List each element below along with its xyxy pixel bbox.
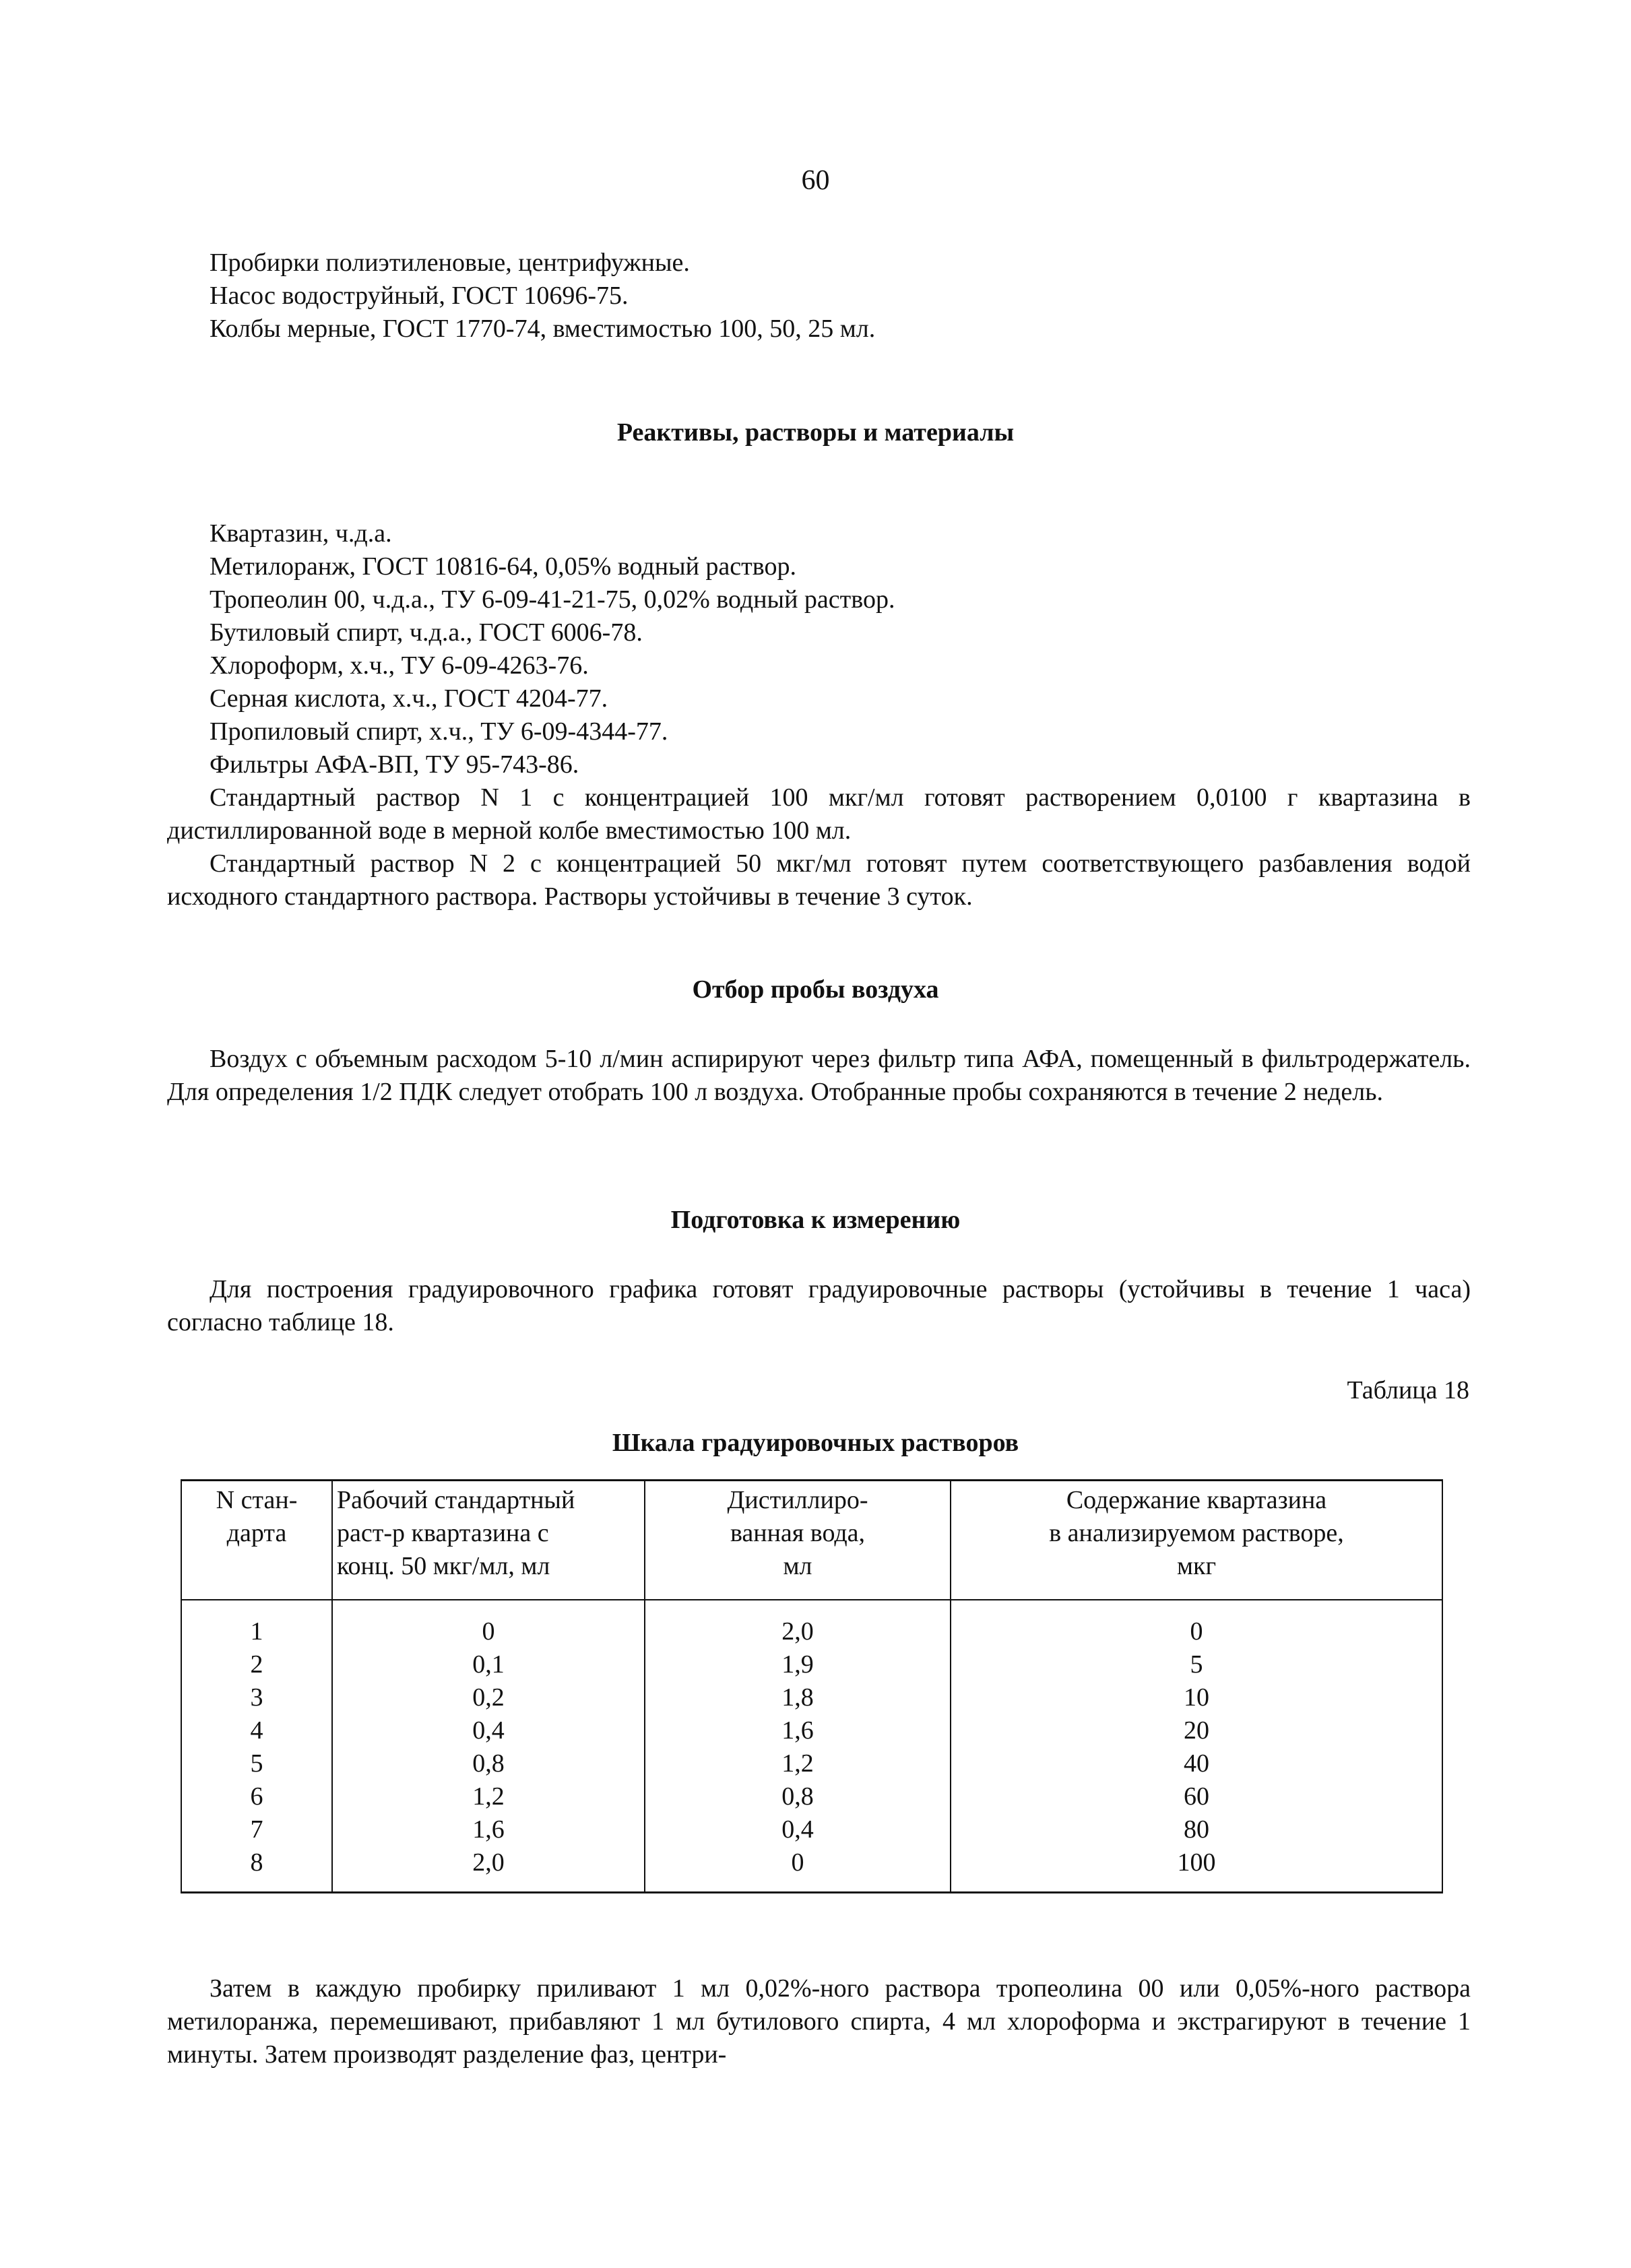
table-title: Шкала градуировочных растворов bbox=[612, 1429, 1019, 1457]
cell-distilled-water: 0,4 bbox=[645, 1813, 951, 1846]
cell-quartazine-content: 10 bbox=[951, 1681, 1442, 1714]
table-row bbox=[181, 1747, 1442, 1780]
equipment-line: Колбы мерные, ГОСТ 1770-74, вместимостью 100, 50, 25 мл. bbox=[210, 315, 876, 343]
section-heading-reagents: Реактивы, растворы и материалы bbox=[616, 418, 1015, 447]
table-label: Таблица 18 bbox=[1347, 1376, 1469, 1404]
cell-standard-number: 2 bbox=[181, 1648, 332, 1681]
cell-distilled-water: 1,9 bbox=[645, 1648, 951, 1681]
cell-standard-number: 7 bbox=[181, 1813, 332, 1846]
reagent-line: Хлороформ, х.ч., ТУ 6-09-4263-76. bbox=[210, 651, 589, 680]
paragraph-closing: Затем в каждую пробирку приливают 1 мл 0,02%-ного раствора тропеолина 00 или 0,05%-ного раствора метилоранжа, перемешивают, прибавляют 1 мл бутилового спирта, 4 мл хлороформа и экстрагируют в течение 1 минуты. Затем производят разделение фаз, центри- bbox=[167, 1974, 1471, 2069]
reagent-line: Фильтры АФА-ВП, ТУ 95-743-86. bbox=[210, 750, 579, 779]
table-row bbox=[181, 1600, 1442, 1648]
cell-standard-number: 1 bbox=[181, 1600, 332, 1648]
header-distilled-water bbox=[645, 1481, 951, 1600]
page-number: 60 bbox=[801, 165, 830, 196]
header-line: N стан- bbox=[216, 1486, 298, 1514]
cell-standard-number: 8 bbox=[181, 1846, 332, 1893]
header-line: ванная вода, bbox=[730, 1519, 866, 1547]
header-line: Рабочий стандартный bbox=[337, 1486, 575, 1514]
section-heading-preparation: Подготовка к измерению bbox=[670, 1206, 961, 1234]
cell-standard-number: 6 bbox=[181, 1780, 332, 1813]
reagents-list bbox=[210, 517, 1471, 781]
cell-standard-number: 4 bbox=[181, 1714, 332, 1747]
equipment-list bbox=[210, 247, 1471, 346]
cell-quartazine-content: 0 bbox=[951, 1600, 1442, 1648]
reagent-line: Бутиловый спирт, ч.д.а., ГОСТ 6006-78. bbox=[210, 618, 643, 647]
table-row bbox=[181, 1648, 1442, 1681]
cell-distilled-water: 0,8 bbox=[645, 1780, 951, 1813]
reagent-line: Пропиловый спирт, х.ч., ТУ 6-09-4344-77. bbox=[210, 717, 668, 746]
closing-paragraph-block bbox=[167, 1972, 1471, 2071]
standard-solution-paragraphs bbox=[167, 781, 1471, 913]
cell-quartazine-content: 80 bbox=[951, 1813, 1442, 1846]
paragraph-preparation: Для построения градуировочного графика готовят градуировочные растворы (устойчивы в течение 1 часа) согласно таблице 18. bbox=[167, 1275, 1471, 1336]
header-line: конц. 50 мкг/мл, мл bbox=[337, 1552, 550, 1580]
reagent-line: Квартазин, ч.д.а. bbox=[210, 519, 392, 548]
cell-distilled-water: 1,8 bbox=[645, 1681, 951, 1714]
cell-working-solution: 0,8 bbox=[332, 1747, 645, 1780]
paragraph-sampling: Воздух с объемным расходом 5-10 л/мин аспирируют через фильтр типа АФА, помещенный в фильтродержатель. Для определения 1/2 ПДК следует отобрать 100 л воздуха. Отобранные пробы сохраняются в течение 2 недель. bbox=[167, 1045, 1471, 1106]
cell-working-solution: 2,0 bbox=[332, 1846, 645, 1893]
paragraph-standard-1: Стандартный раствор N 1 с концентрацией 100 мкг/мл готовят растворением 0,0100 г квартазина в дистиллированной воде в мерной колбе вместимостью 100 мл. bbox=[167, 783, 1471, 845]
section-heading-sampling: Отбор пробы воздуха bbox=[692, 975, 939, 1004]
table-header-row bbox=[181, 1481, 1442, 1600]
cell-distilled-water: 0 bbox=[645, 1846, 951, 1893]
header-line: Дистиллиро- bbox=[727, 1486, 868, 1514]
header-line: мл bbox=[783, 1552, 812, 1580]
header-line: мкг bbox=[1176, 1552, 1217, 1580]
cell-standard-number: 3 bbox=[181, 1681, 332, 1714]
cell-working-solution: 0,2 bbox=[332, 1681, 645, 1714]
equipment-line: Насос водоструйный, ГОСТ 10696-75. bbox=[210, 282, 629, 310]
sampling-paragraph-block bbox=[167, 1043, 1471, 1109]
header-standard-number bbox=[181, 1481, 332, 1600]
cell-working-solution: 0 bbox=[332, 1600, 645, 1648]
table-row bbox=[181, 1780, 1442, 1813]
cell-working-solution: 1,6 bbox=[332, 1813, 645, 1846]
cell-quartazine-content: 100 bbox=[951, 1846, 1442, 1893]
cell-working-solution: 0,4 bbox=[332, 1714, 645, 1747]
reagent-line: Метилоранж, ГОСТ 10816-64, 0,05% водный раствор. bbox=[210, 552, 796, 581]
table-row bbox=[181, 1681, 1442, 1714]
cell-quartazine-content: 5 bbox=[951, 1648, 1442, 1681]
cell-distilled-water: 2,0 bbox=[645, 1600, 951, 1648]
prep-paragraph-block bbox=[167, 1273, 1471, 1339]
header-line: Содержание квартазина bbox=[1066, 1486, 1327, 1514]
header-working-solution bbox=[332, 1481, 645, 1600]
equipment-line: Пробирки полиэтиленовые, центрифужные. bbox=[210, 249, 690, 277]
cell-working-solution: 1,2 bbox=[332, 1780, 645, 1813]
header-quartazine-content bbox=[951, 1481, 1442, 1600]
cell-standard-number: 5 bbox=[181, 1747, 332, 1780]
header-line: дарта bbox=[226, 1519, 287, 1547]
table-row bbox=[181, 1813, 1442, 1846]
cell-working-solution: 0,1 bbox=[332, 1648, 645, 1681]
paragraph-standard-2: Стандартный раствор N 2 с концентрацией 50 мкг/мл готовят путем соответствующего разбавления водой исходного стандартного раствора. Растворы устойчивы в течение 3 суток. bbox=[167, 849, 1471, 911]
table-row bbox=[181, 1714, 1442, 1747]
cell-distilled-water: 1,6 bbox=[645, 1714, 951, 1747]
cell-quartazine-content: 40 bbox=[951, 1747, 1442, 1780]
calibration-table bbox=[181, 1479, 1443, 1893]
cell-quartazine-content: 60 bbox=[951, 1780, 1442, 1813]
reagent-line: Тропеолин 00, ч.д.а., ТУ 6-09-41-21-75, 0,02% водный раствор. bbox=[210, 585, 895, 614]
reagent-line: Серная кислота, х.ч., ГОСТ 4204-77. bbox=[210, 684, 608, 713]
header-line: в анализируемом растворе, bbox=[1049, 1519, 1344, 1547]
table-row bbox=[181, 1846, 1442, 1893]
cell-quartazine-content: 20 bbox=[951, 1714, 1442, 1747]
header-line: раст-р квартазина с bbox=[337, 1519, 549, 1547]
cell-distilled-water: 1,2 bbox=[645, 1747, 951, 1780]
